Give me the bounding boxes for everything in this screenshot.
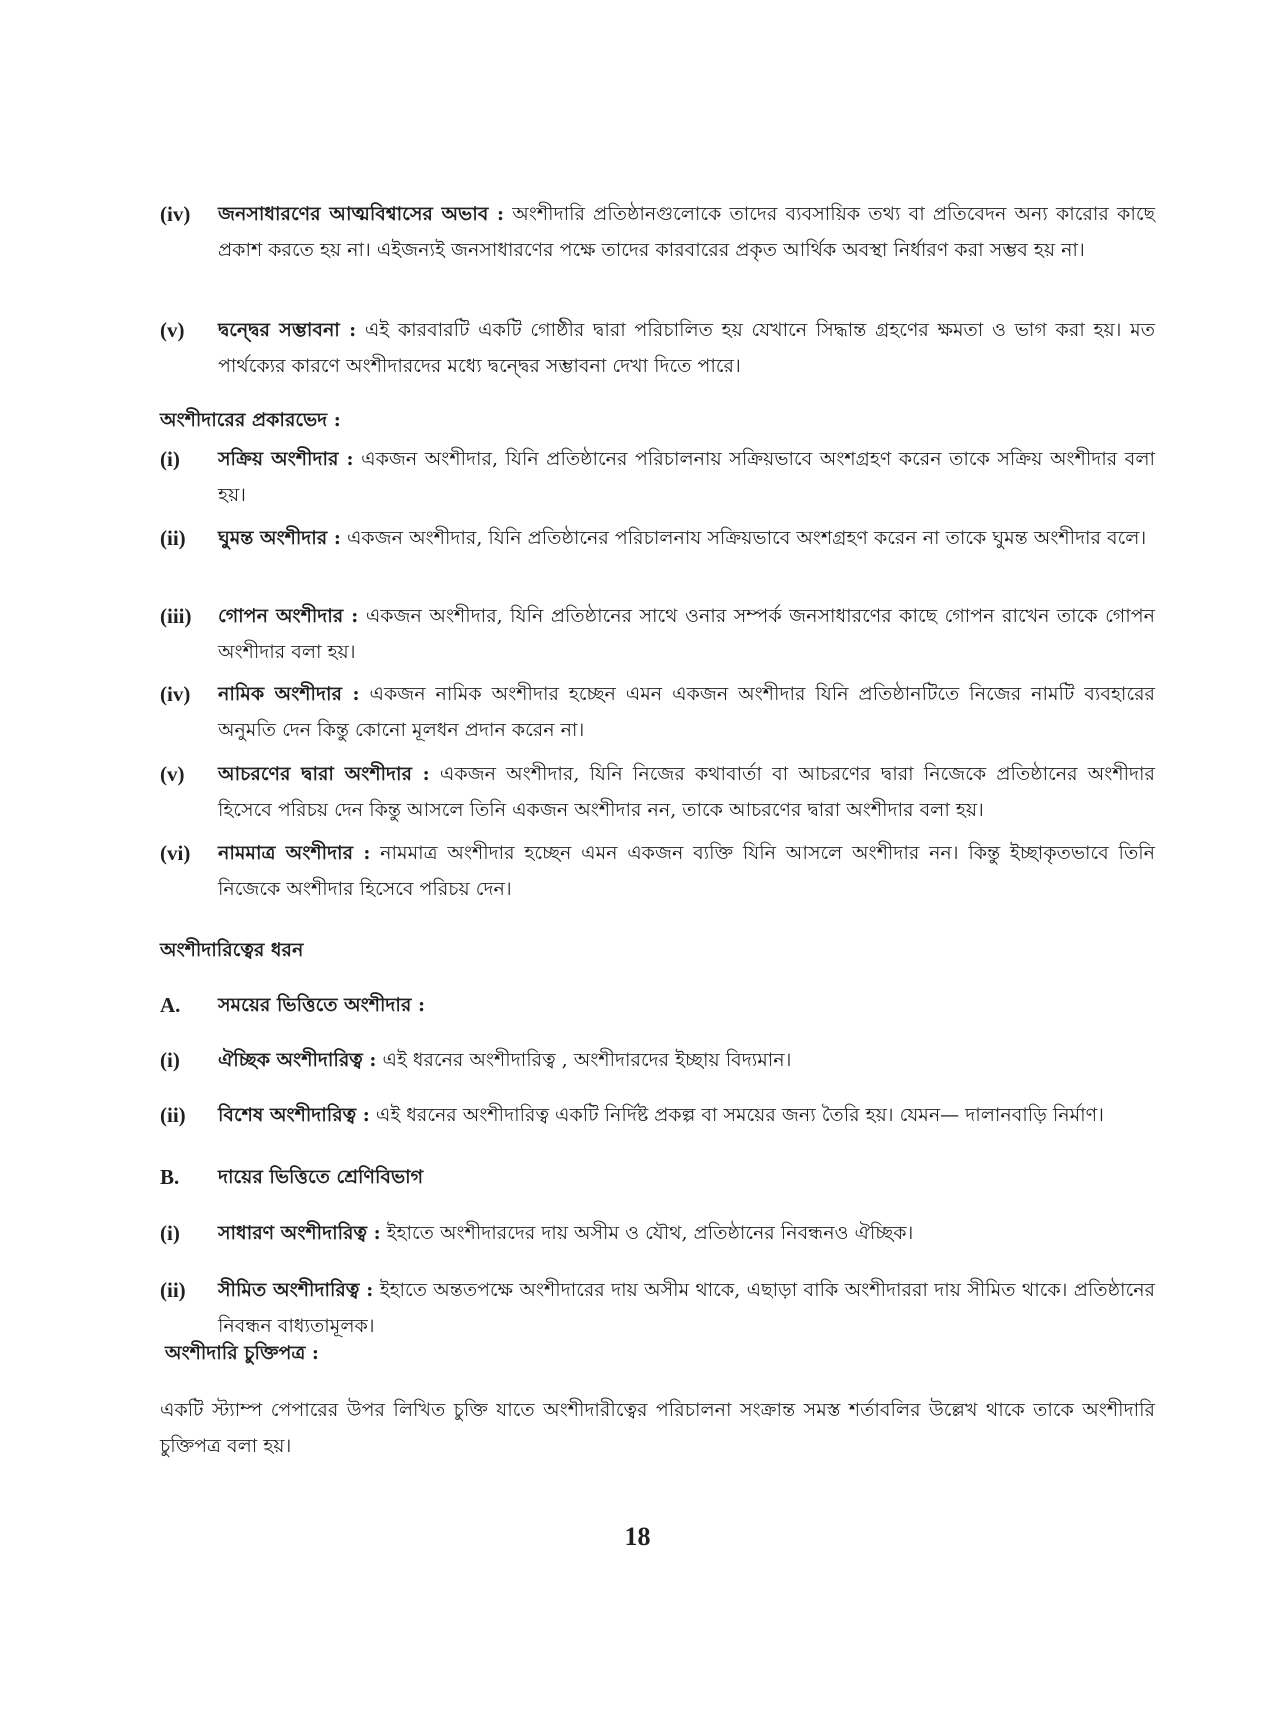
deed-paragraph: একটি স্ট্যাম্প পেপারের উপর লিখিত চুক্তি যাতে অংশীদারীত্বের পরিচালনা সংক্রান্ত সমস্ত শর্তাবলির উল্লেখ থাকে তাকে অংশীদারি চুক্তিপত্র বলা হয়।	[160, 1399, 1155, 1457]
type-item	[160, 756, 1155, 828]
item-term: বিশেষ অংশীদারিত্ব :	[218, 1104, 370, 1126]
type-item	[160, 835, 1155, 907]
item-term: গোপন অংশীদার :	[218, 605, 359, 627]
subsection-a-item	[160, 1097, 1155, 1133]
item-number: (ii)	[160, 1103, 186, 1127]
item-number: (vi)	[160, 841, 191, 865]
item-number: (i)	[160, 1221, 180, 1245]
item-number: (iii)	[160, 604, 192, 628]
item-term: সক্রিয় অংশীদার :	[218, 448, 354, 470]
item-term: ঐচ্ছিক অংশীদারিত্ব :	[218, 1049, 377, 1071]
item-number: (iv)	[160, 202, 191, 226]
subsection-letter: B.	[160, 1165, 180, 1189]
intro-item	[160, 312, 1155, 384]
subsection-a-item	[160, 1042, 1155, 1078]
item-term: আচরণের দ্বারা অংশীদার :	[218, 763, 430, 785]
subsection-letter: A.	[160, 993, 181, 1017]
intro-item	[160, 196, 1155, 268]
item-text: নামমাত্র অংশীদার হচ্ছেন এমন একজন ব্যক্তি যিনি আসলে অংশীদার নন। কিন্তু ইচ্ছাকৃতভাবে তিনি নিজেকে অংশীদার হিসেবে পরিচয় দেন।	[218, 842, 1155, 900]
item-text: একজন নামিক অংশীদার হচ্ছেন এমন একজন অংশীদার যিনি প্রতিষ্ঠানটিতে নিজের নামটি ব্যবহারের অনুমতি দেন কিন্তু কোনো মূলধন প্রদান করেন না।	[218, 683, 1155, 741]
item-text: এই ধরনের অংশীদারিত্ব একটি নির্দিষ্ট প্রকল্প বা সময়ের জন্য তৈরি হয়। যেমন— দালানবাড়ি নির্মাণ।	[375, 1104, 1104, 1126]
item-text: অংশীদারি প্রতিষ্ঠানগুলোকে তাদের ব্যবসায়িক তথ্য বা প্রতিবেদন অন্য কারোর কাছে প্রকাশ করতে হয় না। এইজন্যই জনসাধারণের পক্ষে তাদের কারবারের প্রকৃত আর্থিক অবস্থা নির্ধারণ করা সম্ভব হয় না।	[218, 203, 1155, 261]
item-term: জনসাধারণের আত্মবিশ্বাসের অভাব :	[218, 203, 505, 225]
item-number: (v)	[160, 318, 185, 342]
item-number: (ii)	[160, 526, 186, 550]
item-number: (i)	[160, 447, 180, 471]
item-text: একজন অংশীদার, যিনি নিজের কথাবার্তা বা আচরণের দ্বারা নিজেকে প্রতিষ্ঠানের অংশীদার হিসেবে পরিচয় দেন কিন্তু আসলে তিনি একজন অংশীদার নন, তাকে আচরণের দ্বারা অংশীদার বলা হয়।	[218, 763, 1155, 821]
item-term: সীমিত অংশীদারিত্ব :	[218, 1279, 374, 1301]
page-number: 18	[624, 1522, 651, 1551]
subsection-title: সময়ের ভিত্তিতে অংশীদার :	[218, 994, 425, 1016]
item-term: সাধারণ অংশীদারিত্ব :	[218, 1222, 381, 1244]
item-term: দ্বন্দ্বের সম্ভাবনা :	[218, 319, 357, 341]
item-text: একজন অংশীদার, যিনি প্রতিষ্ঠানের পরিচালনায সক্রিয়ভাবে অংশগ্রহণ করেন না তাকে ঘুমন্ত অংশীদার বলে।	[346, 527, 1147, 549]
item-text: ইহাতে অংশীদারদের দায় অসীম ও যৌথ, প্রতিষ্ঠানের নিবন্ধনও ঐচ্ছিক।	[386, 1222, 914, 1244]
item-text: এই ধরনের অংশীদারিত্ব , অংশীদারদের ইচ্ছায় বিদ্যমান।	[382, 1049, 792, 1071]
item-number: (iv)	[160, 682, 191, 706]
type-item	[160, 598, 1155, 670]
item-term: নামিক অংশীদার :	[218, 683, 360, 705]
subsection-b-item	[160, 1215, 1155, 1251]
section-heading-kinds: অংশীদারিত্বের ধরন	[160, 939, 304, 961]
subsection-a	[160, 987, 1155, 1023]
type-item	[160, 676, 1155, 748]
subsection-b	[160, 1159, 1155, 1195]
section-heading-types: অংশীদারের প্রকারভেদ :	[160, 409, 341, 431]
item-term: নামমাত্র অংশীদার :	[218, 842, 371, 864]
item-number: (ii)	[160, 1278, 186, 1302]
item-text: ইহাতে অন্ততপক্ষে অংশীদারের দায় অসীম থাকে, এছাড়া বাকি অংশীদাররা দায় সীমিত থাকে। প্রতিষ্ঠানের নিবন্ধন বাধ্যতামূলক।	[218, 1279, 1155, 1337]
type-item	[160, 441, 1155, 513]
subsection-title: দায়ের ভিত্তিতে শ্রেণিবিভাগ	[218, 1166, 424, 1188]
subsection-b-item	[160, 1272, 1155, 1344]
section-heading-deed: অংশীদারি চুক্তিপত্র :	[165, 1342, 319, 1364]
item-text: একজন অংশীদার, যিনি প্রতিষ্ঠানের পরিচালনায় সক্রিয়ভাবে অংশগ্রহণ করেন তাকে সক্রিয় অংশীদার বলা হয়।	[218, 448, 1155, 506]
item-term: ঘুমন্ত অংশীদার :	[218, 527, 341, 549]
item-number: (i)	[160, 1048, 180, 1072]
type-item	[160, 520, 1155, 556]
item-text: এই কারবারটি একটি গোষ্ঠীর দ্বারা পরিচালিত হয় যেখানে সিদ্ধান্ত গ্রহণের ক্ষমতা ও ভাগ করা হয়। মত পার্থক্যের কারণে অংশীদারদের মধ্যে দ্বন্দ্বের সম্ভাবনা দেখা দিতে পারে।	[218, 319, 1155, 377]
item-number: (v)	[160, 762, 185, 786]
item-text: একজন অংশীদার, যিনি প্রতিষ্ঠানের সাথে ওনার সম্পর্ক জনসাধারণের কাছে গোপন রাখেন তাকে গোপন অংশীদার বলা হয়।	[218, 605, 1156, 663]
